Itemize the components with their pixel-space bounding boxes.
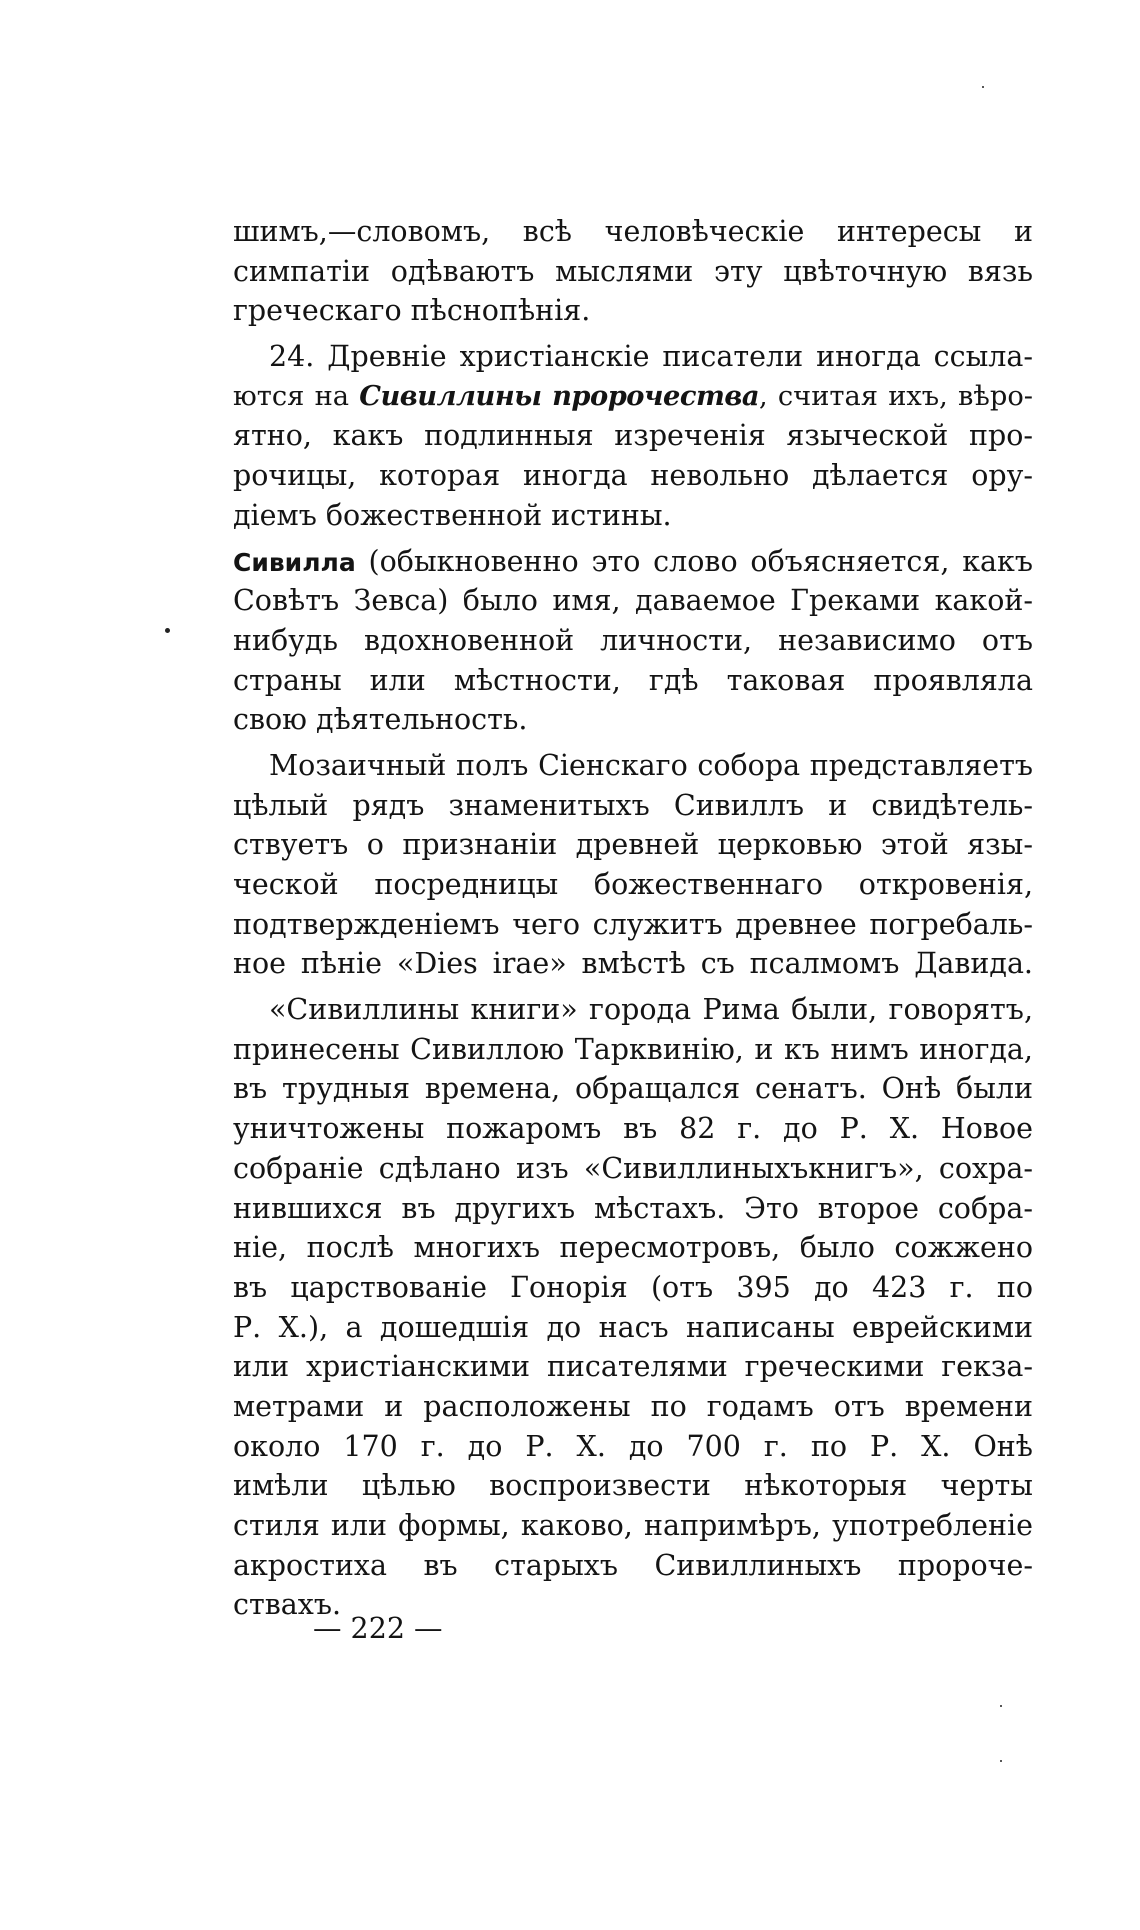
body-text — [233, 212, 1033, 1625]
text-line: нившихся въ другихъ мѣстахъ. Это второе собра- — [233, 1191, 1033, 1225]
text-line: имѣли цѣлью воспроизвести нѣкоторыя черты — [233, 1469, 1033, 1503]
scan-speck — [165, 628, 170, 633]
text-fragment: , считая ихъ, вѣро- — [759, 380, 1033, 412]
scan-speck — [1000, 1705, 1002, 1707]
text-line: греческаго пѣснопѣнія. — [233, 294, 591, 328]
text-line: «Сивиллины книги» города Рима были, говорятъ, — [269, 993, 1033, 1027]
text-fragment: ются на — [233, 380, 360, 412]
scan-speck — [982, 86, 984, 88]
bold-term: Сивилла — [233, 547, 356, 577]
text-line: акростиха въ старыхъ Сивиллиныхъ пророче- — [233, 1548, 1033, 1582]
page-number: — 222 — — [313, 1612, 443, 1645]
scan-speck — [1000, 1760, 1002, 1762]
text-line: цѣлый рядъ знаменитыхъ Сивиллъ и свидѣтель- — [233, 788, 1033, 822]
text-line: метрами и расположены по годамъ отъ времени — [233, 1389, 1033, 1423]
text-line: стиля или формы, каково, напримѣръ, употребленіе — [233, 1509, 1033, 1542]
text-line: Р. Х.), а дошедшія до насъ написаны еврейскими — [233, 1310, 1033, 1344]
text-line: ствахъ. — [233, 1588, 342, 1622]
text-line — [233, 542, 1033, 582]
text-line: въ трудныя времена, обращался сенатъ. Онѣ были — [233, 1072, 1033, 1106]
text-line: собраніе сдѣлано изъ «Сивиллиныхъкнигъ», сохра- — [233, 1151, 1033, 1185]
italic-term: Сивиллины пророчества — [359, 379, 760, 412]
text-line: нибудь вдохновенной личности, независимо отъ — [233, 623, 1033, 657]
text-line: страны или мѣстности, гдѣ таковая проявляла — [233, 663, 1033, 697]
text-line: діемъ божественной истины. — [233, 498, 672, 532]
text-line: ятно, какъ подлинныя изреченія языческой про- — [233, 419, 1033, 453]
text-line: уничтожены пожаромъ въ 82 г. до Р. Х. Новое — [233, 1112, 1033, 1146]
text-line: свою дѣятельность. — [233, 703, 528, 737]
text-fragment: (обыкновенно это слово объясняется, какъ — [355, 544, 1033, 578]
text-line: Мозаичный полъ Сіенскаго собора представляетъ — [269, 748, 1033, 782]
text-line: шимъ,—словомъ, всѣ человѣческіе интересы и — [233, 215, 1033, 248]
text-line: около 170 г. до Р. Х. до 700 г. по Р. Х. Онѣ — [233, 1429, 1033, 1463]
text-line: или христіанскими писателями греческими гекза- — [233, 1350, 1033, 1384]
text-line: въ царствованіе Гонорія (отъ 395 до 423 г. по — [233, 1270, 1033, 1304]
text-line: ствуетъ о признаніи древней церковью этой язы- — [233, 828, 1033, 862]
text-line: принесены Сивиллою Тарквинію, и къ нимъ иногда, — [233, 1032, 1033, 1066]
text-line: рочицы, которая иногда невольно дѣлается ору- — [233, 459, 1033, 493]
text-line — [233, 377, 1033, 417]
text-line: ческой посредницы божественнаго откровенія, — [233, 868, 1033, 901]
text-line: ное пѣніе «Dies irae» вмѣстѣ съ псалмомъ Давида. — [233, 947, 1033, 981]
text-line: ніе, послѣ многихъ пересмотровъ, было сожжено — [233, 1231, 1033, 1265]
text-line: симпатіи одѣваютъ мыслями эту цвѣточную вязь — [233, 254, 1033, 288]
text-line: Совѣтъ Зевса) было имя, даваемое Греками какой- — [233, 584, 1033, 618]
text-line: 24. Древніе христіанскіе писатели иногда ссыла- — [269, 340, 1033, 374]
text-line: подтвержденіемъ чего служитъ древнее погребаль- — [233, 907, 1033, 941]
